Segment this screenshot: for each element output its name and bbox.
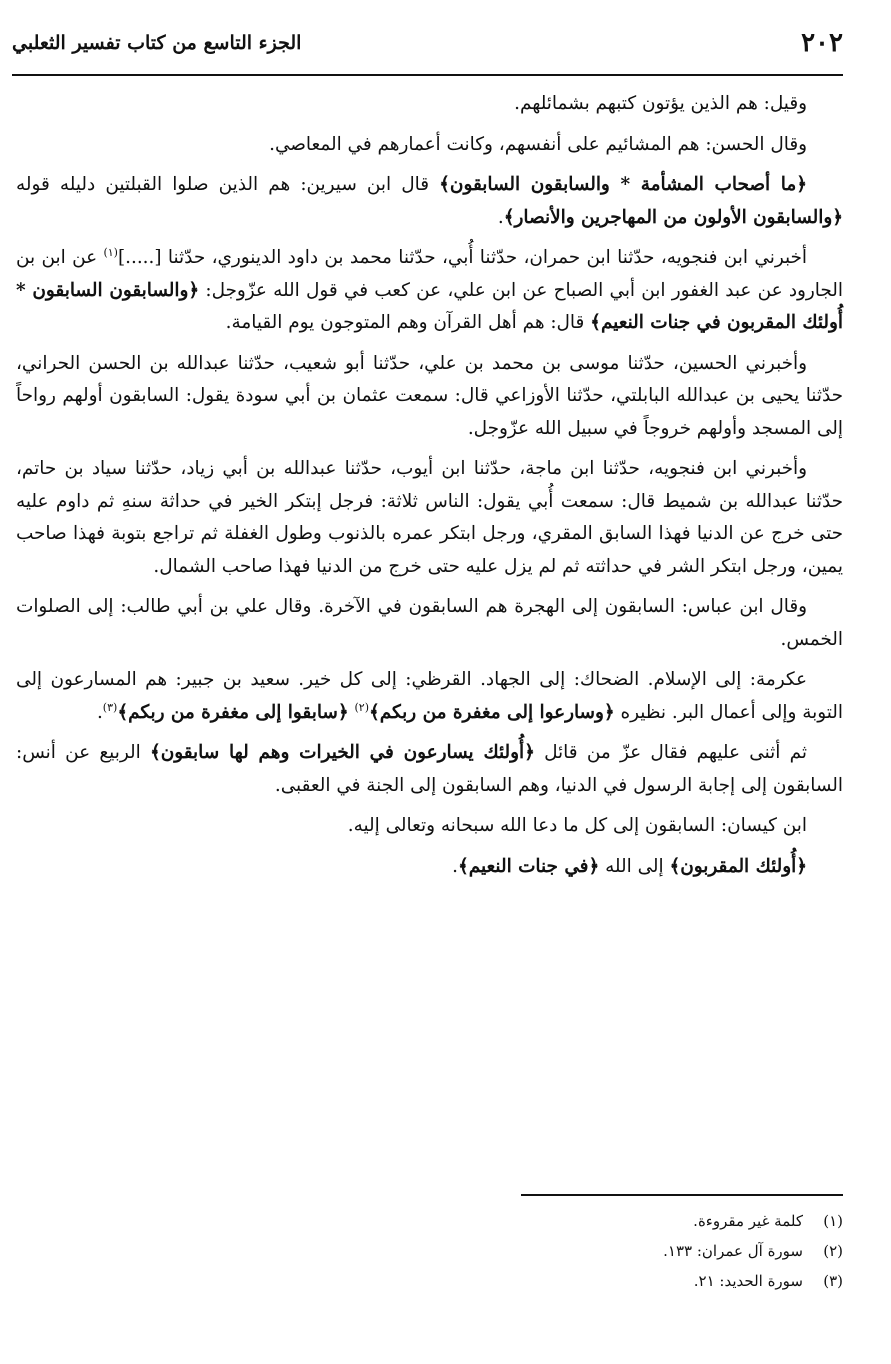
text-segment: الربيع عن أنس: السابقون إلى إجابة الرسول في الدنيا، وهم السابقون إلى الجنة في العقبى. [16,742,843,796]
paragraph [16,169,843,234]
footnote-text: كلمة غير مقروءة. [693,1212,803,1230]
footnote-reference: (١) [103,245,118,259]
paragraph [16,129,843,162]
text-segment: أخبرني ابن فنجويه، حدّثنا ابن حمران، حدّثنا أُبي، حدّثنا محمد بن داود الدينوري، حدّثنا [.....] [117,247,808,268]
running-title: الجزء التاسع من كتاب تفسير الثعلبي [12,32,302,54]
quran-verse: ﴿والسابقون الأولون من المهاجرين والأنصار﴾ [503,206,843,228]
paragraph [16,453,843,583]
paragraph [16,737,843,802]
footnote-number: (١) [823,1212,843,1230]
footnotes [400,1206,843,1296]
text-segment: قال ابن سيرين: هم الذين صلوا القبلتين دليله قوله [16,174,440,195]
quran-verse: ﴿سابقوا إلى مغفرة من ربكم﴾ [117,701,349,723]
quran-verse: ﴿أُولئك يسارعون في الخيرات وهم لها سابقون﴾ [149,742,535,763]
text-segment: عن ابن بن الجارود عن عبد الغفور ابن أبي الصباح عن ابن علي، عن كعب في قول الله عزّوجل: [16,247,843,301]
text-segment: قال: هم أهل القرآن وهم المتوجون يوم القيامة. [225,312,591,333]
paragraph [16,664,843,729]
quran-verse: ﴿أُولئك المقربون﴾ [669,855,807,877]
quran-verse: ﴿ما أصحاب المشأمة * والسابقون السابقون﴾ [439,174,807,195]
text-segment: وقال ابن عباس: السابقون إلى الهجرة هم السابقون في الآخرة. وقال علي بن أبي طالب: إلى الصلوات الخمس. [16,596,843,650]
text-segment: إلى الله [599,855,670,877]
footnote [400,1206,843,1236]
text-segment: ثم أثنى عليهم فقال عزّ من قائل [534,742,807,763]
text-segment: وأخبرني الحسين، حدّثنا موسى بن محمد بن علي، حدّثنا أبو شعيب، حدّثنا عبدالله بن الحسن الحراني، حدّثنا يحيى بن عبدالله البابلتي، حدّثنا الأوزاعي قال: سمعت عثمان بن أبي سودة يقول: السابقون أولهم رواحاً إلى المسجد وأولهم خروجاً في سبيل الله عزّوجل. [16,352,843,439]
paragraph [16,591,843,656]
text-segment: عكرمة: إلى الإسلام. الضحاك: إلى الجهاد. القرظي: إلى كل خير. سعيد بن جبير: هم المسارعون إلى التوبة وإلى أعمال البر. نظيره [16,669,843,723]
paragraph [16,348,843,446]
footnote-number: (٣) [823,1272,843,1290]
text-segment: وأخبرني ابن فنجويه، حدّثنا ابن ماجة، حدّثنا ابن أيوب، حدّثنا عبدالله بن أبي زياد، حدّثنا سياد بن حاتم، حدّثنا عبدالله بن شميط قال: سمعت أُبي يقول: الناس ثلاثة: فرجل إبتكر الخير في حداثة سنهِ ثم داوم عليه حتى خرج عن الدنيا فهذا السابق المقري، ورجل ابتكر عمره بالذنوب وطول الغفلة ثم تراجع بتوبة فهذا صاحب يمين، ورجل ابتكر الشر في حداثته ثم لم يزل عليه حتى خرج من الدنيا فهذا صاحب الشمال. [16,458,843,577]
paragraph [16,88,843,121]
text-segment: وقيل: هم الذين يؤتون كتبهم بشمائلهم. [514,93,807,114]
footnote [400,1236,843,1266]
text-segment: ابن كيسان: السابقون إلى كل ما دعا الله سبحانه وتعالى إليه. [347,815,807,836]
page-header [12,26,843,76]
text-segment: . [497,206,504,228]
footnote-separator [521,1194,843,1196]
quran-verse: ﴿في جنات النعيم﴾ [457,855,600,877]
footnote-number: (٢) [823,1242,843,1260]
footnote [400,1266,843,1296]
quran-verse: ﴿وسارعوا إلى مغفرة من ربكم﴾ [369,701,615,723]
footnote-text: سورة آل عمران: ١٣٣. [663,1242,803,1260]
text-segment: . [96,701,103,723]
footnote-reference: (٢) [354,700,369,714]
paragraph [16,242,843,340]
page-number: ٢٠٢ [801,28,843,58]
text-segment: . [452,855,458,877]
main-text [16,88,843,891]
footnote-reference: (٣) [102,700,118,714]
quran-verse: ﴿والسابقون السابقون * أُولئك المقربون في جنات النعيم﴾ [16,279,843,333]
footnote-text: سورة الحديد: ٢١. [693,1272,803,1290]
paragraph [16,851,843,884]
paragraph [16,810,843,843]
text-segment: وقال الحسن: هم المشائيم على أنفسهم، وكانت أعمارهم في المعاصي. [269,133,807,155]
